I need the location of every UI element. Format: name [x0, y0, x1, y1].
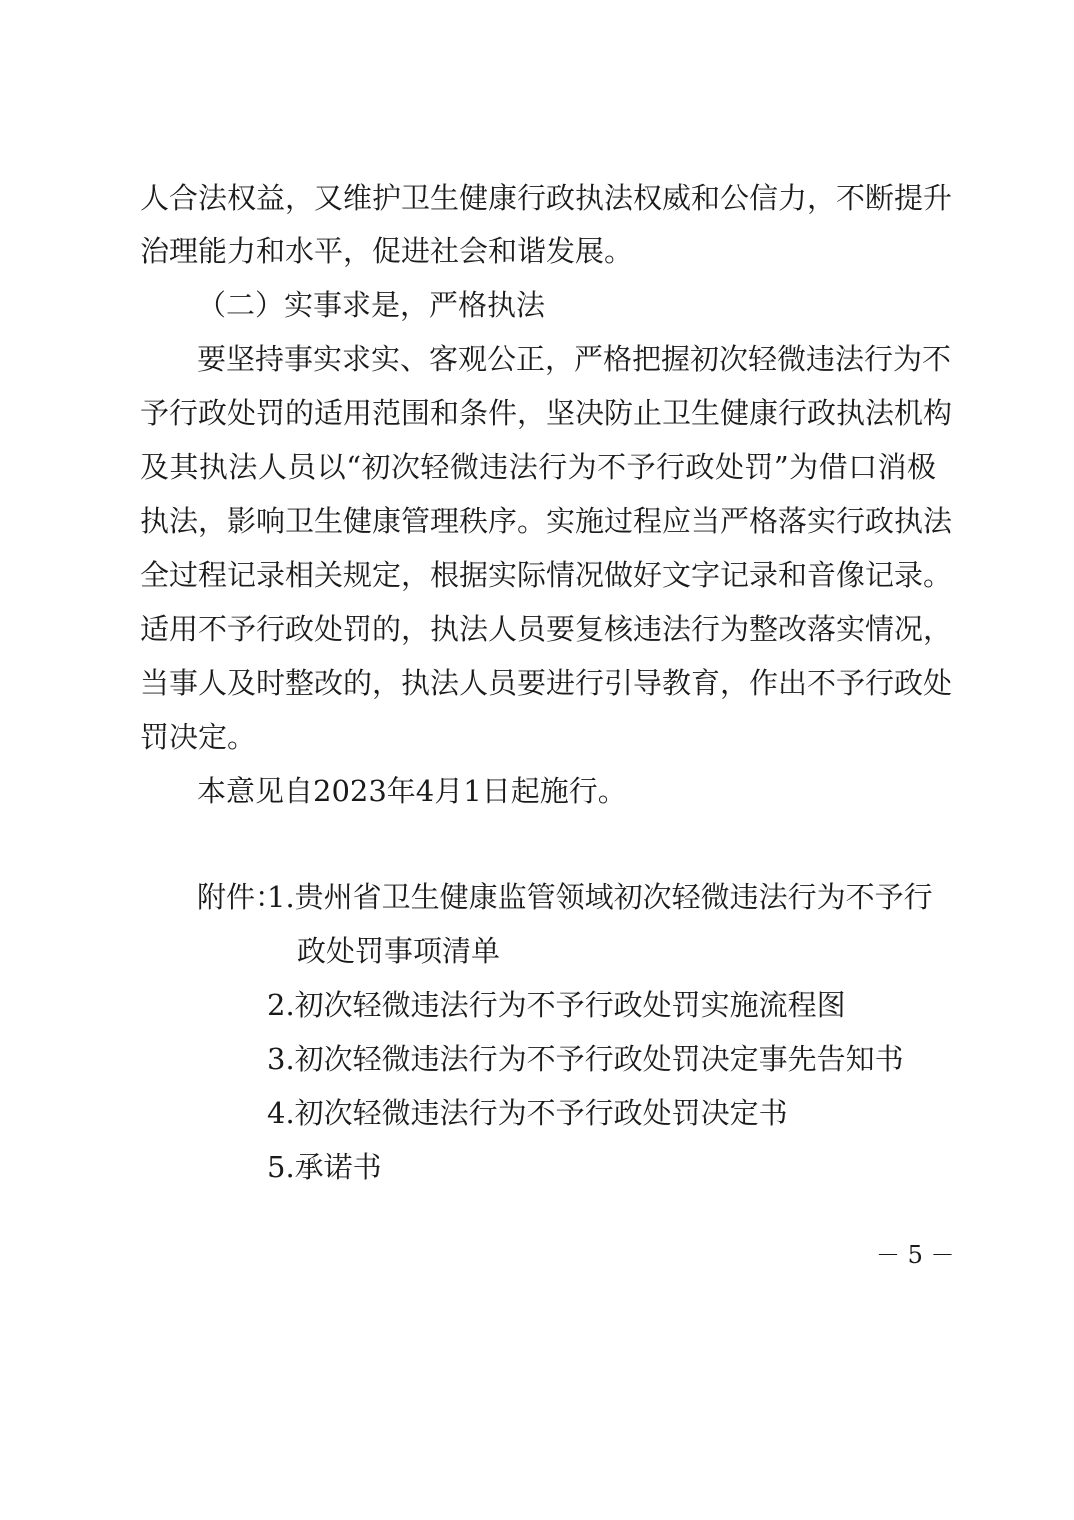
- attachment-item: 4.初次轻微违法行为不予行政处罚决定书: [267, 1096, 788, 1130]
- body-line: 人合法权益，又维护卫生健康行政执法权威和公信力，不断提升: [140, 181, 953, 215]
- attachment-item: 3.初次轻微违法行为不予行政处罚决定事先告知书: [267, 1042, 904, 1076]
- paragraph-line: 适用不予行政处罚的，执法人员要复核违法行为整改落实情况，: [140, 612, 953, 646]
- paragraph-line: 要坚持事实求实、客观公正，严格把握初次轻微违法行为不: [197, 342, 952, 376]
- paragraph-line: 当事人及时整改的，执法人员要进行引导教育，作出不予行政处: [140, 666, 953, 700]
- section-heading: （二）实事求是，严格执法: [197, 288, 546, 322]
- attachments-prefix: 附件：: [197, 880, 285, 914]
- page-number: － 5 －: [876, 1241, 955, 1269]
- paragraph-line: 罚决定。: [140, 720, 257, 754]
- paragraph-line: 执法，影响卫生健康管理秩序。实施过程应当严格落实行政执法: [140, 504, 953, 538]
- attachment-item: 2.初次轻微违法行为不予行政处罚实施流程图: [267, 988, 846, 1022]
- paragraph-line: 全过程记录相关规定，根据实际情况做好文字记录和音像记录。: [140, 558, 953, 592]
- paragraph-line: 及其执法人员以“初次轻微违法行为不予行政处罚”为借口消极: [140, 450, 936, 484]
- attachment-item-continued: 政处罚事项清单: [297, 934, 501, 968]
- effective-date: 本意见自2023年4月1日起施行。: [197, 774, 627, 808]
- body-line: 治理能力和水平，促进社会和谐发展。: [140, 234, 634, 268]
- attachment-item: 1.贵州省卫生健康监管领域初次轻微违法行为不予行: [267, 880, 933, 914]
- paragraph-line: 予行政处罚的适用范围和条件，坚决防止卫生健康行政执法机构: [140, 396, 953, 430]
- attachment-item: 5.承诺书: [267, 1150, 382, 1184]
